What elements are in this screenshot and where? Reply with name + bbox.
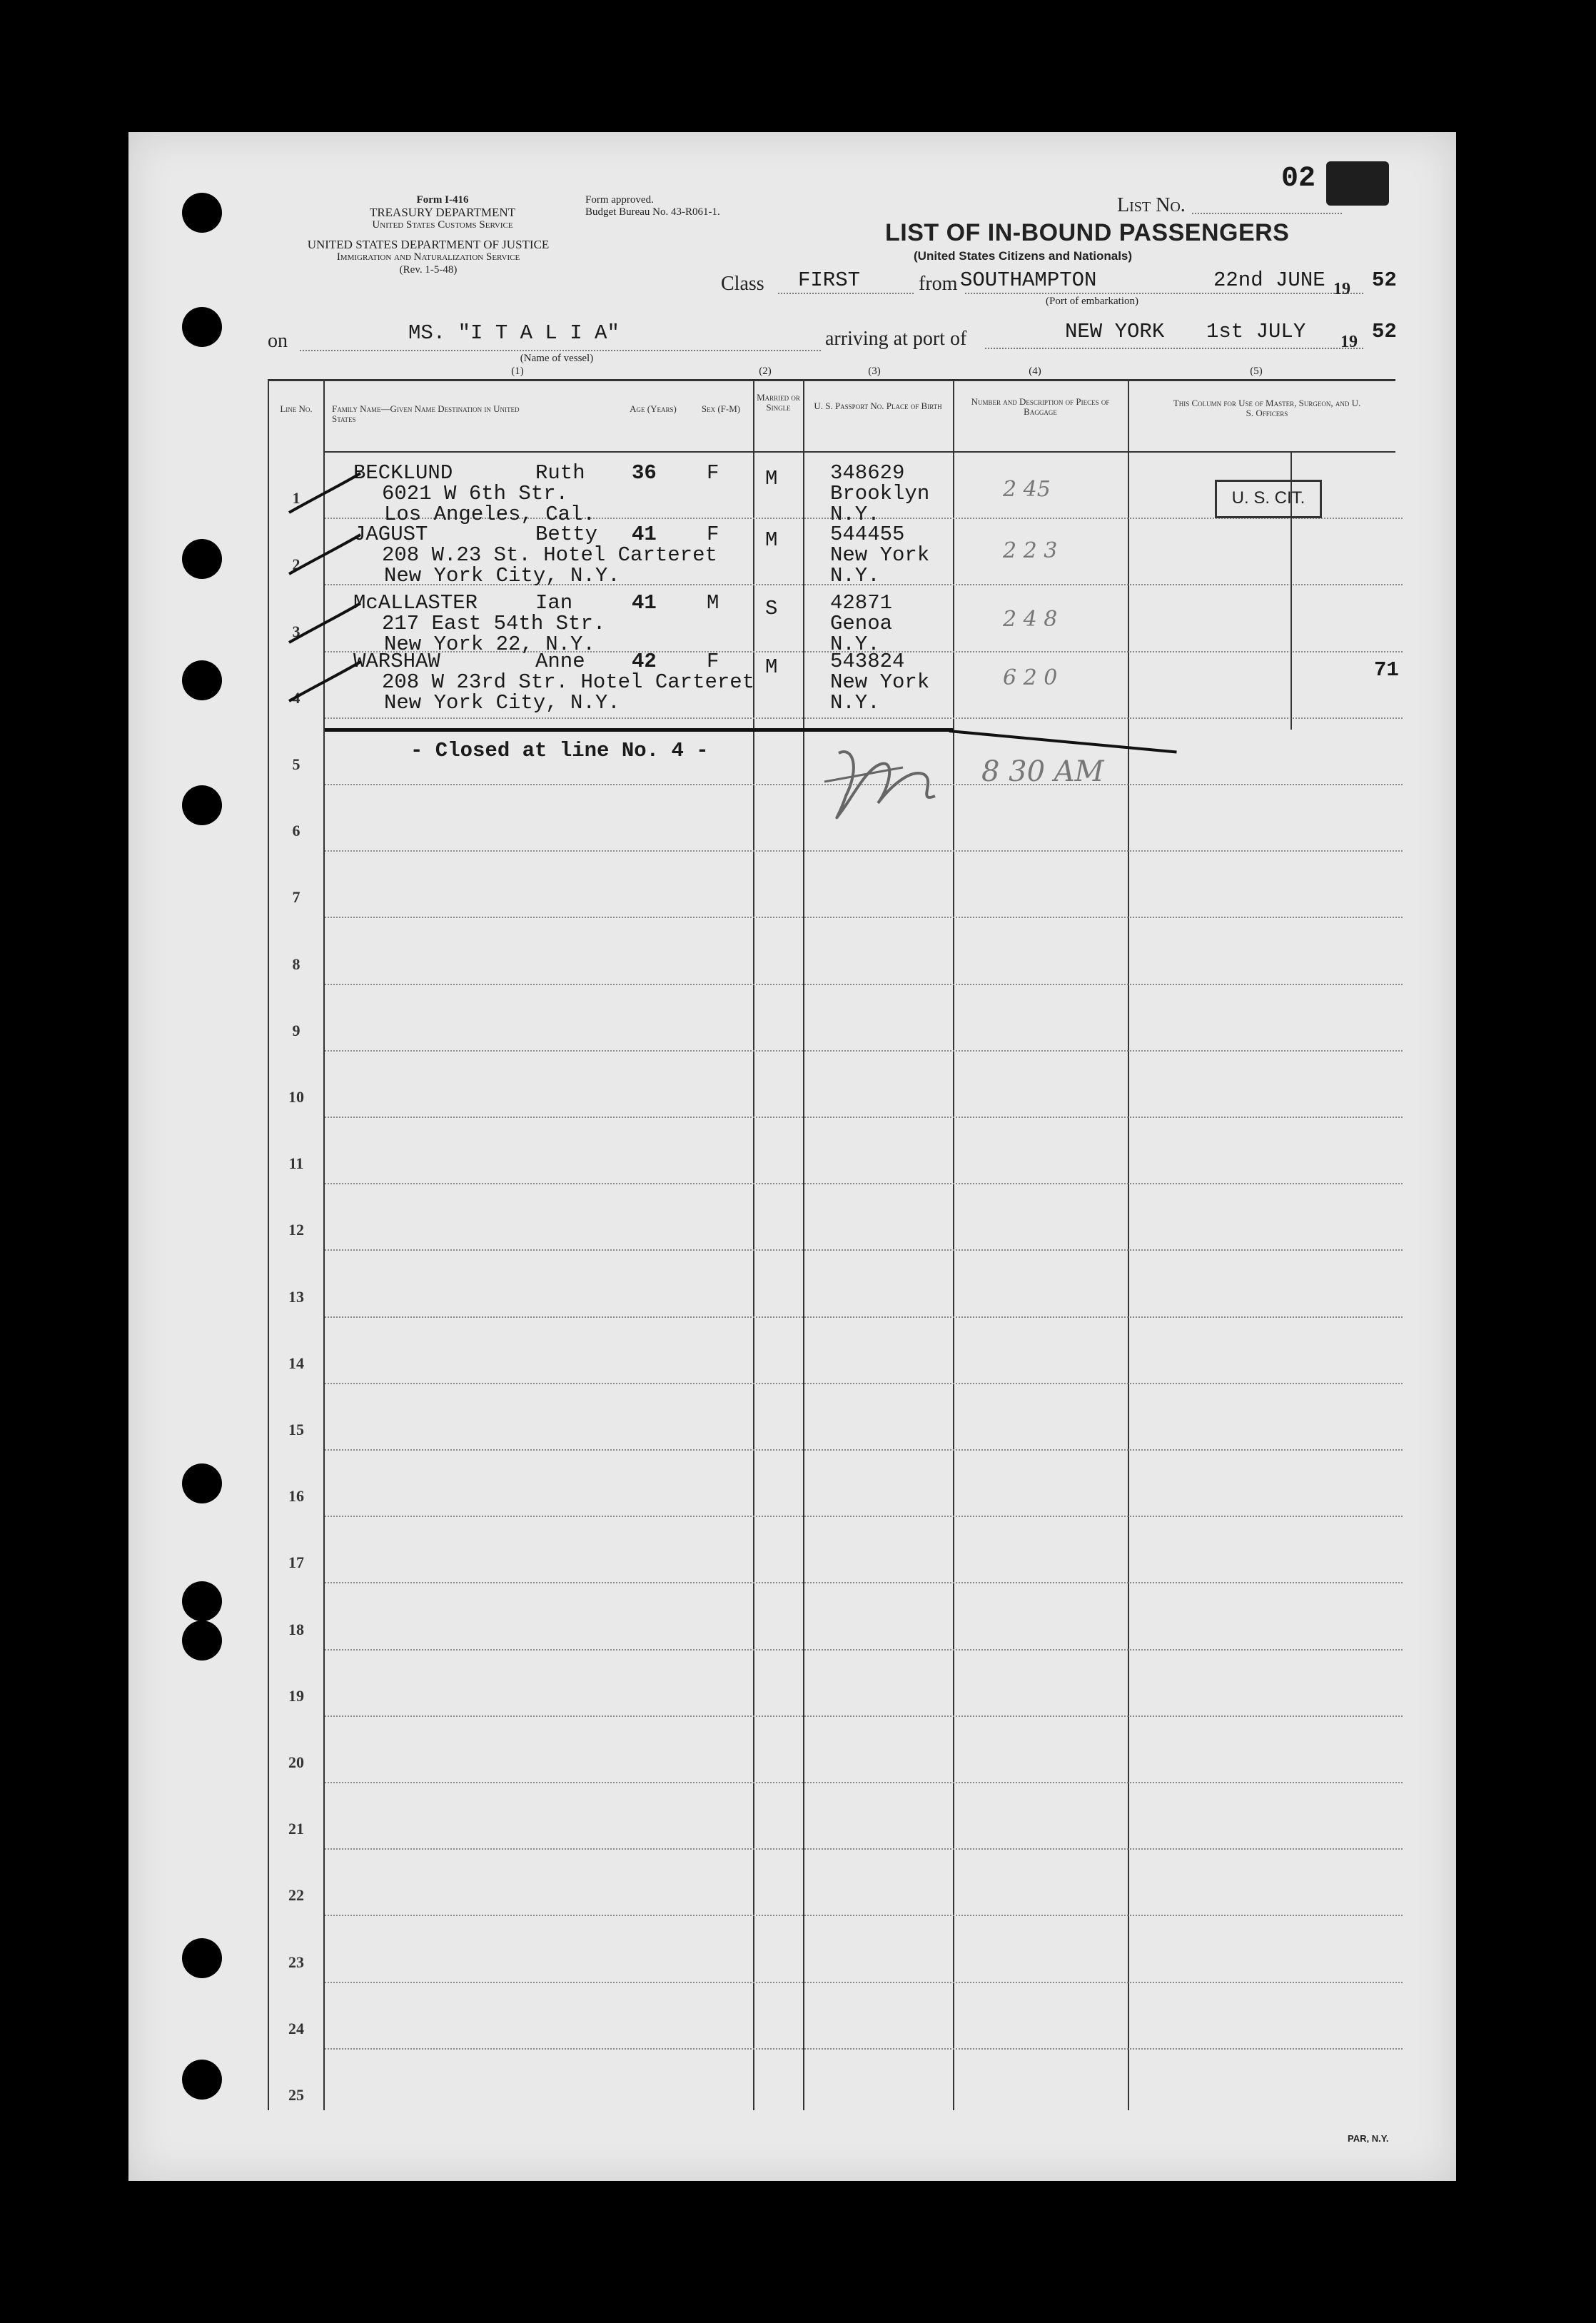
list-no-line [1192, 213, 1342, 214]
passenger-city: New York City, N.Y. [384, 564, 620, 588]
punch-hole [182, 785, 222, 825]
line-number: 22 [288, 1886, 304, 1904]
passenger-address: 6021 W 6th Str. [382, 482, 569, 505]
row-rule [325, 1383, 1403, 1384]
col-num-4: (4) [1029, 366, 1041, 377]
col-head-age: Age (Years) [630, 403, 677, 414]
line-number: 3 [292, 623, 300, 640]
passenger-birthplace: Brooklyn [830, 482, 930, 505]
ins-title: Immigration and Naturalization Service [336, 251, 520, 263]
row-rule [325, 1782, 1403, 1783]
baggage-count: 2 2 3 [1003, 538, 1058, 563]
check-mark [286, 470, 364, 520]
col-divider [268, 379, 269, 2110]
us-citizen-stamp: U. S. CIT. [1215, 480, 1322, 518]
line-number: 12 [288, 1221, 304, 1239]
passenger-given-name: Anne [535, 650, 585, 673]
line-number: 7 [292, 888, 300, 906]
line-number: 18 [288, 1621, 304, 1638]
list-no-value: 02 [1281, 163, 1316, 195]
page-subtitle: (United States Citizens and Nationals) [914, 249, 1133, 263]
handwritten-time: 8 30 AM [981, 755, 1104, 788]
check-mark [286, 600, 364, 650]
punch-hole [182, 193, 222, 233]
line-number: 11 [288, 1154, 304, 1172]
baggage-count: 2 4 8 [1003, 607, 1058, 632]
doj-title: UNITED STATES DEPARTMENT OF JUSTICE [307, 238, 550, 251]
redaction-blot [1326, 161, 1389, 206]
punch-hole [182, 307, 222, 347]
passenger-given-name: Betty [535, 523, 598, 546]
form-sheet [128, 132, 1456, 2181]
punch-hole [182, 2060, 222, 2100]
passenger-address: 217 East 54th Str. [382, 612, 606, 635]
passenger-birthplace: Genoa [830, 612, 893, 635]
line-number: 25 [288, 2086, 304, 2104]
line-number: 23 [288, 1953, 304, 1971]
form-approved: Form approved. [585, 194, 654, 206]
col-divider [803, 379, 804, 2110]
col-num-3: (3) [868, 366, 881, 377]
class-line [778, 293, 914, 294]
baggage-count: 2 45 [1003, 477, 1051, 502]
passenger-age: 42 [632, 650, 657, 673]
row-rule [325, 1183, 1403, 1184]
punch-hole [182, 1938, 222, 1978]
col-head-sex: Sex (F-M) [701, 403, 741, 414]
punch-hole [182, 539, 222, 579]
line-number: 9 [292, 1022, 300, 1039]
line-number: 17 [288, 1553, 304, 1571]
line-number: 4 [292, 689, 300, 707]
passenger-family-name: McALLASTER [353, 591, 478, 615]
line-number: 21 [288, 1820, 304, 1838]
port-embarkation-caption: (Port of embarkation) [1046, 296, 1138, 307]
passenger-passport: 42871 [830, 591, 893, 615]
col-head-officers: This Column for Use of Master, Surgeon, and U. S. Officers [1173, 398, 1361, 418]
passenger-passport: 543824 [830, 650, 905, 673]
line-number: 19 [288, 1687, 304, 1705]
revision: (Rev. 1-5-48) [399, 264, 458, 276]
vessel-name: MS. "I T A L I A" [408, 321, 620, 345]
from-line [965, 293, 1363, 294]
class-label: Class [721, 273, 764, 295]
row-rule [325, 717, 1403, 719]
passenger-birthplace: New York [830, 543, 930, 567]
row-rule [325, 984, 1403, 985]
passenger-marital: S [765, 597, 778, 620]
row-rule [325, 917, 1403, 918]
header-bottom-rule [325, 451, 1395, 453]
treasury-department: TREASURY DEPARTMENT [369, 206, 516, 219]
line-number: 15 [288, 1421, 304, 1438]
from-label: from [919, 273, 958, 295]
customs-service: United States Customs Service [372, 219, 513, 231]
col-divider [1128, 379, 1129, 2110]
line-number: 8 [292, 955, 300, 973]
passenger-sex: F [707, 461, 719, 485]
passenger-given-name: Ruth [535, 461, 585, 485]
vessel-line [300, 350, 821, 351]
row-rule [325, 1449, 1403, 1451]
col-head-name-destination: Family Name—Given Name Destination in United States [332, 403, 520, 424]
line-number: 6 [292, 822, 300, 840]
passenger-passport: 544455 [830, 523, 905, 546]
row-rule [325, 1582, 1403, 1583]
line-number: 20 [288, 1753, 304, 1771]
baggage-count: 6 2 0 [1003, 665, 1058, 690]
passenger-city: Los Angeles, Cal. [384, 503, 595, 526]
year-prefix-1: 19 [1333, 280, 1350, 298]
col-num-2: (2) [759, 366, 772, 377]
check-mark [286, 658, 364, 708]
col-head-baggage: Number and Description of Pieces of Baggage [971, 396, 1110, 417]
passenger-address: 208 W.23 St. Hotel Carteret [382, 543, 717, 567]
closing-rule [325, 728, 953, 732]
punch-hole [182, 660, 222, 700]
line-number: 2 [292, 555, 300, 573]
passenger-passport: 348629 [830, 461, 905, 485]
arriving-label: arriving at port of [825, 328, 967, 350]
passenger-marital: M [765, 655, 778, 679]
row-rule [325, 1050, 1403, 1052]
line-number: 14 [288, 1354, 304, 1372]
passenger-sex: F [707, 523, 719, 546]
row-rule [325, 2048, 1403, 2050]
class-value: FIRST [798, 268, 861, 292]
row-rule [325, 1848, 1403, 1850]
passenger-birth-state: N.Y. [830, 633, 880, 656]
passenger-birth-state: N.Y. [830, 691, 880, 715]
row-rule [325, 1117, 1403, 1118]
passenger-family-name: JAGUST [353, 523, 428, 546]
passenger-age: 41 [632, 523, 657, 546]
departure-date: 22nd JUNE [1213, 268, 1325, 292]
year-prefix-2: 19 [1340, 333, 1358, 351]
row-rule [325, 1516, 1403, 1517]
table-top-rule [268, 379, 1395, 381]
row-rule [325, 850, 1403, 852]
line-number: 1 [292, 489, 300, 507]
col-head-passport: U. S. Passport No. Place of Birth [814, 400, 942, 411]
handwritten-initials [810, 739, 953, 839]
line-number: 24 [288, 2020, 304, 2037]
row-rule [325, 1915, 1403, 1916]
col-divider [953, 379, 954, 2110]
passenger-birth-state: N.Y. [830, 503, 880, 526]
punch-hole [182, 1463, 222, 1503]
passenger-birthplace: New York [830, 670, 930, 694]
passenger-family-name: WARSHAW [353, 650, 440, 673]
punch-hole [182, 1581, 222, 1621]
form-number: Form I-416 [416, 194, 469, 206]
row-rule [325, 1649, 1403, 1651]
margin-number: 71 [1374, 658, 1399, 682]
line-number: 13 [288, 1288, 304, 1306]
passenger-sex: M [707, 591, 719, 615]
col-head-married: Married or Single [757, 392, 800, 413]
line-number: 5 [292, 755, 300, 773]
passenger-address: 208 W 23rd Str. Hotel Carteret [382, 670, 755, 694]
on-label: on [268, 330, 288, 352]
passenger-city: New York 22, N.Y. [384, 633, 595, 656]
passenger-age: 41 [632, 591, 657, 615]
col-num-5: (5) [1250, 366, 1263, 377]
col-num-1: (1) [511, 366, 524, 377]
year-1: 52 [1372, 268, 1397, 292]
from-value: SOUTHAMPTON [960, 268, 1097, 292]
passenger-age: 36 [632, 461, 657, 485]
row-rule [325, 1982, 1403, 1983]
col-divider [753, 379, 754, 2110]
line-number: 16 [288, 1487, 304, 1505]
arrival-date: 1st JULY [1206, 320, 1306, 343]
passenger-marital: M [765, 467, 778, 490]
printer-mark: PAR, N.Y. [1348, 2133, 1389, 2144]
passenger-family-name: BECKLUND [353, 461, 453, 485]
passenger-sex: F [707, 650, 719, 673]
line-number: 10 [288, 1088, 304, 1106]
arrival-line [985, 348, 1363, 349]
row-rule [325, 1715, 1403, 1717]
punch-hole [182, 1621, 222, 1661]
arrival-port: NEW YORK [1065, 320, 1165, 343]
year-2: 52 [1372, 320, 1397, 343]
list-no-label: List No. [1117, 194, 1186, 216]
passenger-marital: M [765, 528, 778, 552]
row-rule [325, 1316, 1403, 1318]
passenger-given-name: Ian [535, 591, 573, 615]
passenger-birth-state: N.Y. [830, 564, 880, 588]
col-head-line-no: Line No. [280, 403, 313, 414]
row-rule [325, 1249, 1403, 1251]
passenger-city: New York City, N.Y. [384, 691, 620, 715]
closed-note: - Closed at line No. 4 - [410, 739, 709, 762]
page-title: LIST OF IN-BOUND PASSENGERS [885, 219, 1290, 246]
check-mark [286, 531, 364, 581]
budget-bureau: Budget Bureau No. 43-R061-1. [585, 206, 720, 218]
vessel-caption: (Name of vessel) [520, 353, 594, 364]
